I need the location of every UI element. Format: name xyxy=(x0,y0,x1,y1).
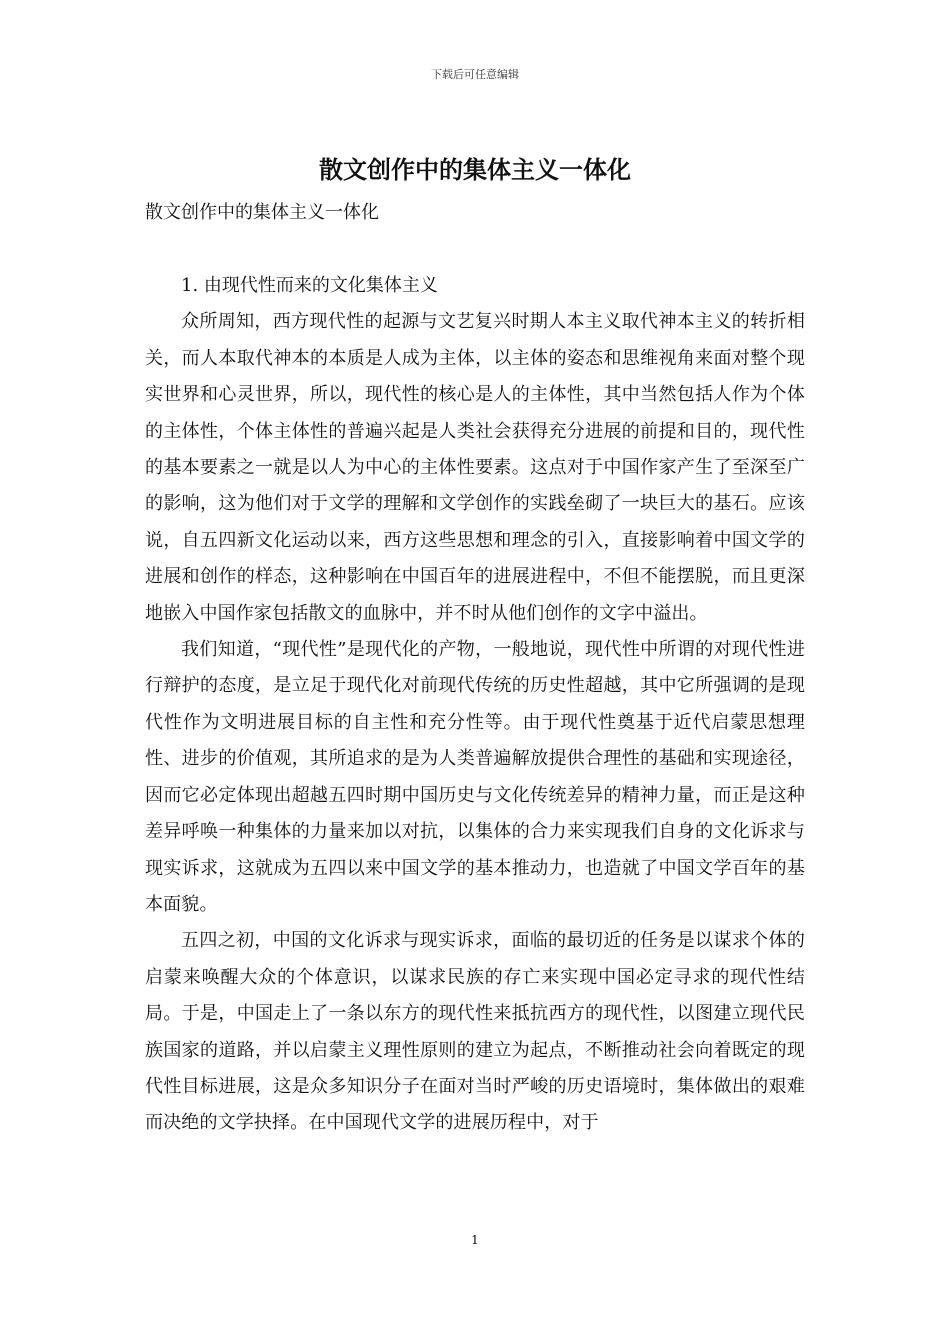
paragraph: 我们知道，“现代性”是现代化的产物，一般地说，现代性中所谓的对现代性进行辩护的态度，是立足于现代化对前现代传统的历史性超越，其中它所强调的是现代性作为文明进展目标的自主性和充分性等。由于现代性奠基于近代启蒙思想理性、进步的价值观，其所追求的是为人类普遍解放提供合理性的基础和实现途径，因而它必定体现出超越五四时期中国历史与文化传统差异的精神力量，而正是这种差异呼唤一种集体的力量来加以对抗，以集体的合力来实现我们自身的文化诉求与现实诉求，这就成为五四以来中国文学的基本推动力，也造就了中国文学百年的基本面貌。 xyxy=(145,639,805,915)
section-heading: 1. 由现代性而来的文化集体主义 xyxy=(181,275,438,296)
paragraph: 众所周知，西方现代性的起源与文艺复兴时期人本主义取代神本主义的转折相关，而人本取代神本的本质是人成为主体，以主体的姿态和思维视角来面对整个现实世界和心灵世界，所以，现代性的核心是人的主体性，其中当然包括人作为个体的主体性，个体主体性的普遍兴起是人类社会获得充分进展的前提和目的，现代性的基本要素之一就是以人为中心的主体性要素。这点对于中国作家产生了至深至广的影响，这为他们对于文学的理解和文学创作的实践垒砌了一块巨大的基石。应该说，自五四新文化运动以来，西方这些思想和理念的引入，直接影响着中国文学的进展和创作的样态，这种影响在中国百年的进展进程中，不但不能摆脱，而且更深地嵌入中国作家包括散文的血脉中，并不时从他们创作的文字中溢出。 xyxy=(145,311,805,624)
document-body xyxy=(145,268,805,1142)
page-number: 1 xyxy=(471,1233,479,1247)
document-subtitle: 散文创作中的集体主义一体化 xyxy=(145,202,379,223)
paragraph: 五四之初，中国的文化诉求与现实诉求，面临的最切近的任务是以谋求个体的启蒙来唤醒大众的个体意识，以谋求民族的存亡来实现中国必定寻求的现代性结局。于是，中国走上了一条以东方的现代性来抵抗西方的现代性，以图建立现代民族国家的道路，并以启蒙主义理性原则的建立为起点，不断推动社会向着既定的现代性目标进展，这是众多知识分子在面对当时严峻的历史语境时，集体做出的艰难而决绝的文学抉择。在中国现代文学的进展历程中，对于 xyxy=(145,930,805,1134)
document-title: 散文创作中的集体主义一体化 xyxy=(319,155,631,184)
header-note: 下载后可任意编辑 xyxy=(431,68,519,81)
